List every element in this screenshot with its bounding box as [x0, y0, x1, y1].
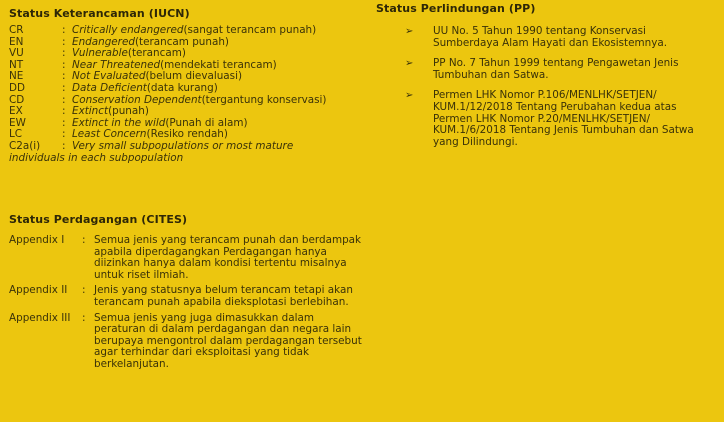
cites-label: Appendix II — [9, 284, 68, 297]
iucn-note: (data kurang) — [146, 81, 218, 94]
pp-item — [405, 26, 705, 49]
iucn-note: (Punah di alam) — [165, 116, 248, 129]
cites-sep: : — [82, 234, 86, 246]
iucn-sep: : — [62, 105, 66, 118]
iucn-term: Extinct — [72, 105, 109, 118]
iucn-term: Data Deficient — [72, 81, 147, 94]
iucn-list — [9, 25, 369, 164]
iucn-sep: : — [62, 24, 66, 36]
iucn-code: EW — [9, 116, 26, 129]
arrow-bullet-icon: ➢ — [405, 58, 414, 70]
iucn-term: Near Threatened — [72, 58, 161, 71]
arrow-bullet-icon: ➢ — [405, 90, 414, 102]
iucn-code: EX — [9, 105, 23, 118]
iucn-row — [9, 83, 369, 95]
iucn-row — [9, 25, 369, 37]
iucn-note: (punah) — [108, 105, 149, 118]
iucn-heading: Status Keterancaman (IUCN) — [9, 7, 190, 20]
iucn-note: (sangat terancam punah) — [183, 24, 317, 36]
cites-desc: Jenis yang statusnya belum terancam tetapi akan terancam punah apabila dieksplotasi berlebihan. — [94, 284, 353, 308]
pp-item — [405, 90, 705, 148]
iucn-note: (tergantung konservasi) — [201, 93, 327, 106]
cites-label: Appendix III — [9, 311, 71, 324]
pp-item-text: PP No. 7 Tahun 1999 tentang Pengawetan Jenis Tumbuhan dan Satwa. — [433, 57, 679, 81]
iucn-term: Endangered — [72, 35, 135, 48]
pp-list — [405, 26, 705, 157]
iucn-code: EN — [9, 35, 24, 48]
cites-desc: Semua jenis yang juga dimasukkan dalam peraturan di dalam perdagangan dan negara lain berupaya mengontrol dalam perdagangan tersebut agar terhindar dari eksploitasi yang tidak berkelanjutan. — [94, 311, 362, 370]
iucn-note: (terancam) — [127, 47, 186, 60]
iucn-term: Critically endangered — [72, 24, 184, 36]
iucn-row — [9, 106, 369, 118]
iucn-code: LC — [9, 128, 23, 141]
iucn-code: CD — [9, 93, 25, 106]
pp-item-text: Permen LHK Nomor P.106/MENLHK/SETJEN/ KUM.1/12/2018 Tentang Perubahan kedua atas Permen LHK Nomor P.20/MENLHK/SETJEN/ KUM.1/6/2018 Tentang Jenis Tumbuhan dan Satwa yang Dilindungi. — [433, 89, 694, 148]
arrow-bullet-icon: ➢ — [405, 26, 414, 37]
iucn-term: Conservation Dependent — [72, 93, 202, 106]
iucn-sep: : — [62, 58, 66, 71]
iucn-sep: : — [62, 81, 66, 94]
iucn-sep: : — [62, 35, 66, 48]
iucn-term: Extinct in the wild — [72, 116, 166, 129]
pp-heading: Status Perlindungan (PP) — [376, 2, 536, 15]
cites-heading: Status Perdagangan (CITES) — [9, 213, 188, 226]
iucn-note: (mendekati terancam) — [160, 58, 277, 71]
iucn-sep: : — [62, 139, 66, 152]
cites-sep: : — [82, 284, 86, 297]
iucn-code: VU — [9, 47, 24, 60]
iucn-code: CR — [9, 24, 24, 36]
iucn-sep: : — [62, 47, 66, 60]
iucn-sep: : — [62, 116, 66, 129]
iucn-term: Least Concern — [72, 128, 147, 141]
iucn-code: NT — [9, 58, 24, 71]
iucn-note: (Resiko rendah) — [146, 128, 228, 141]
iucn-tail: individuals in each subpopulation — [9, 151, 184, 164]
cites-row — [9, 235, 369, 281]
cites-desc: Semua jenis yang terancam punah dan berdampak apabila diperdagangkan Perdagangan hanya diizinkan hanya dalam kondisi tertentu misalnya untuk riset ilmiah. — [94, 234, 362, 281]
cites-row — [9, 285, 369, 308]
iucn-code: DD — [9, 81, 26, 94]
iucn-code: NE — [9, 70, 24, 83]
iucn-note: (belum dievaluasi) — [145, 70, 243, 83]
iucn-note: (terancam punah) — [134, 35, 229, 48]
cites-sep: : — [82, 311, 86, 324]
iucn-code: C2a(i) — [9, 139, 41, 152]
iucn-term: Vulnerable — [72, 47, 128, 60]
cites-list — [9, 235, 369, 375]
iucn-sep: : — [62, 128, 66, 141]
cites-label: Appendix I — [9, 234, 65, 246]
cites-row — [9, 313, 369, 371]
iucn-sep: : — [62, 70, 66, 83]
iucn-row — [9, 141, 369, 153]
iucn-term: Not Evaluated — [72, 70, 146, 83]
pp-item — [405, 58, 705, 81]
pp-item-text: UU No. 5 Tahun 1990 tentang Konservasi Sumberdaya Alam Hayati dan Ekosistemnya. — [433, 25, 668, 49]
iucn-term: Very small subpopulations or most mature — [72, 139, 294, 152]
iucn-sep: : — [62, 93, 66, 106]
